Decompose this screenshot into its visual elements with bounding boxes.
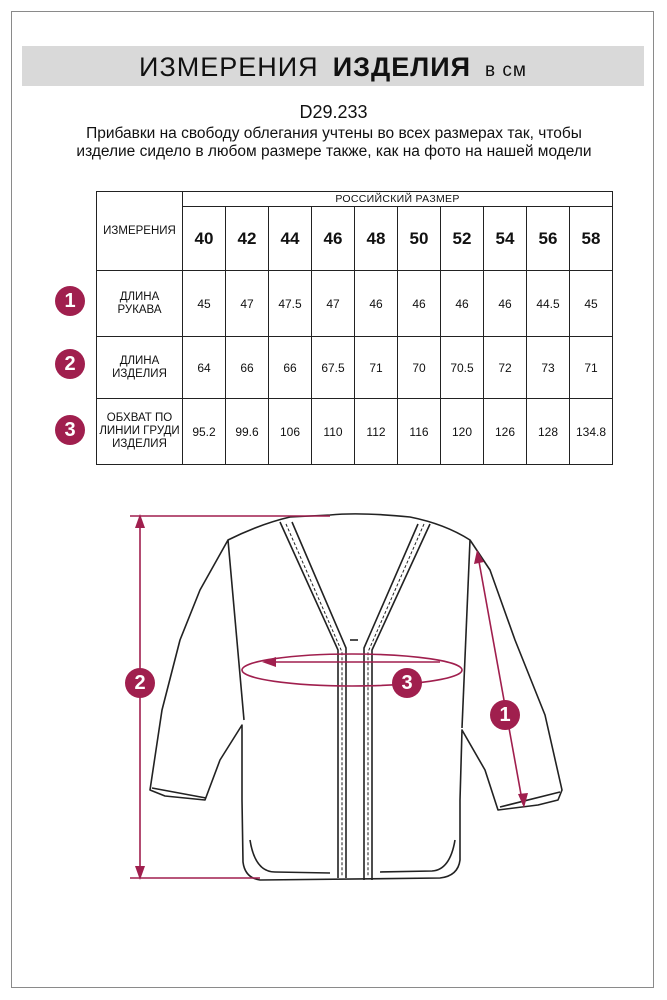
hem-inner <box>250 840 330 873</box>
left-cuff <box>152 788 206 798</box>
table-cell: 66 <box>226 337 269 399</box>
placket-stitch-left <box>286 524 342 876</box>
sleeve-arrow <box>478 556 522 800</box>
table-cell: 46 <box>398 271 441 337</box>
table-cell: 47 <box>226 271 269 337</box>
size-header: 46 <box>312 207 355 271</box>
table-cell: 46 <box>484 271 527 337</box>
right-shoulder-seam <box>462 540 470 728</box>
title-part-item: ИЗДЕЛИЯ <box>332 52 472 82</box>
chest-arrowhead <box>262 657 276 667</box>
corner-label: ИЗМЕРЕНИЯ <box>97 192 183 271</box>
table-cell: 126 <box>484 399 527 465</box>
table-cell: 95.2 <box>183 399 226 465</box>
size-header: 50 <box>398 207 441 271</box>
table-cell: 45 <box>570 271 613 337</box>
row-number-badge: 3 <box>55 415 85 445</box>
size-header: 48 <box>355 207 398 271</box>
size-header: 54 <box>484 207 527 271</box>
group-header: РОССИЙСКИЙ РАЗМЕР <box>183 192 613 207</box>
table-cell: 112 <box>355 399 398 465</box>
length-label-badge: 2 <box>125 668 155 698</box>
size-header: 56 <box>527 207 570 271</box>
garment-drawing <box>0 500 667 900</box>
size-header: 44 <box>269 207 312 271</box>
row-label: ДЛИНА РУКАВА <box>97 271 183 337</box>
size-header: 42 <box>226 207 269 271</box>
placket-stitch-right <box>368 524 424 876</box>
table-cell: 106 <box>269 399 312 465</box>
size-header: 52 <box>441 207 484 271</box>
chest-label-badge: 3 <box>392 668 422 698</box>
table-cell: 70 <box>398 337 441 399</box>
table-cell: 47 <box>312 271 355 337</box>
table-cell: 64 <box>183 337 226 399</box>
table-cell: 66 <box>269 337 312 399</box>
article-code: D29.233 <box>299 102 368 122</box>
table-row <box>97 271 613 337</box>
jacket-outline <box>150 514 562 880</box>
table-cell: 128 <box>527 399 570 465</box>
table-cell: 70.5 <box>441 337 484 399</box>
row-label: ДЛИНА ИЗДЕЛИЯ <box>97 337 183 399</box>
table-cell: 47.5 <box>269 271 312 337</box>
table-cell: 110 <box>312 399 355 465</box>
table-cell: 73 <box>527 337 570 399</box>
table-cell: 46 <box>355 271 398 337</box>
table-row <box>97 399 613 465</box>
size-header: 58 <box>570 207 613 271</box>
table-row <box>97 337 613 399</box>
table-cell: 45 <box>183 271 226 337</box>
title-part-unit: в см <box>485 60 527 81</box>
table-cell: 116 <box>398 399 441 465</box>
table-cell: 134.8 <box>570 399 613 465</box>
row-number-badge: 2 <box>55 349 85 379</box>
sleeve-label-badge: 1 <box>490 700 520 730</box>
fit-note: Прибавки на свободу облегания учтены во всех размерах так, чтобы изделие сидело в любом размере также, как на фото на нашей модели <box>76 125 592 160</box>
size-header: 40 <box>183 207 226 271</box>
hem-inner-right <box>380 840 455 872</box>
page-title <box>22 46 644 86</box>
row-number-badge: 1 <box>55 286 85 316</box>
table-cell: 99.6 <box>226 399 269 465</box>
size-table <box>96 191 613 465</box>
table-cell: 71 <box>570 337 613 399</box>
left-shoulder-seam <box>228 540 244 720</box>
table-cell: 46 <box>441 271 484 337</box>
title-part-measurements: ИЗМЕРЕНИЯ <box>139 52 319 82</box>
row-label: ОБХВАТ ПО ЛИНИИ ГРУДИ ИЗДЕЛИЯ <box>97 399 183 465</box>
right-cuff <box>500 792 560 807</box>
table-cell: 44.5 <box>527 271 570 337</box>
table-cell: 71 <box>355 337 398 399</box>
table-cell: 67.5 <box>312 337 355 399</box>
placket-right <box>372 524 430 880</box>
table-cell: 72 <box>484 337 527 399</box>
table-cell: 120 <box>441 399 484 465</box>
